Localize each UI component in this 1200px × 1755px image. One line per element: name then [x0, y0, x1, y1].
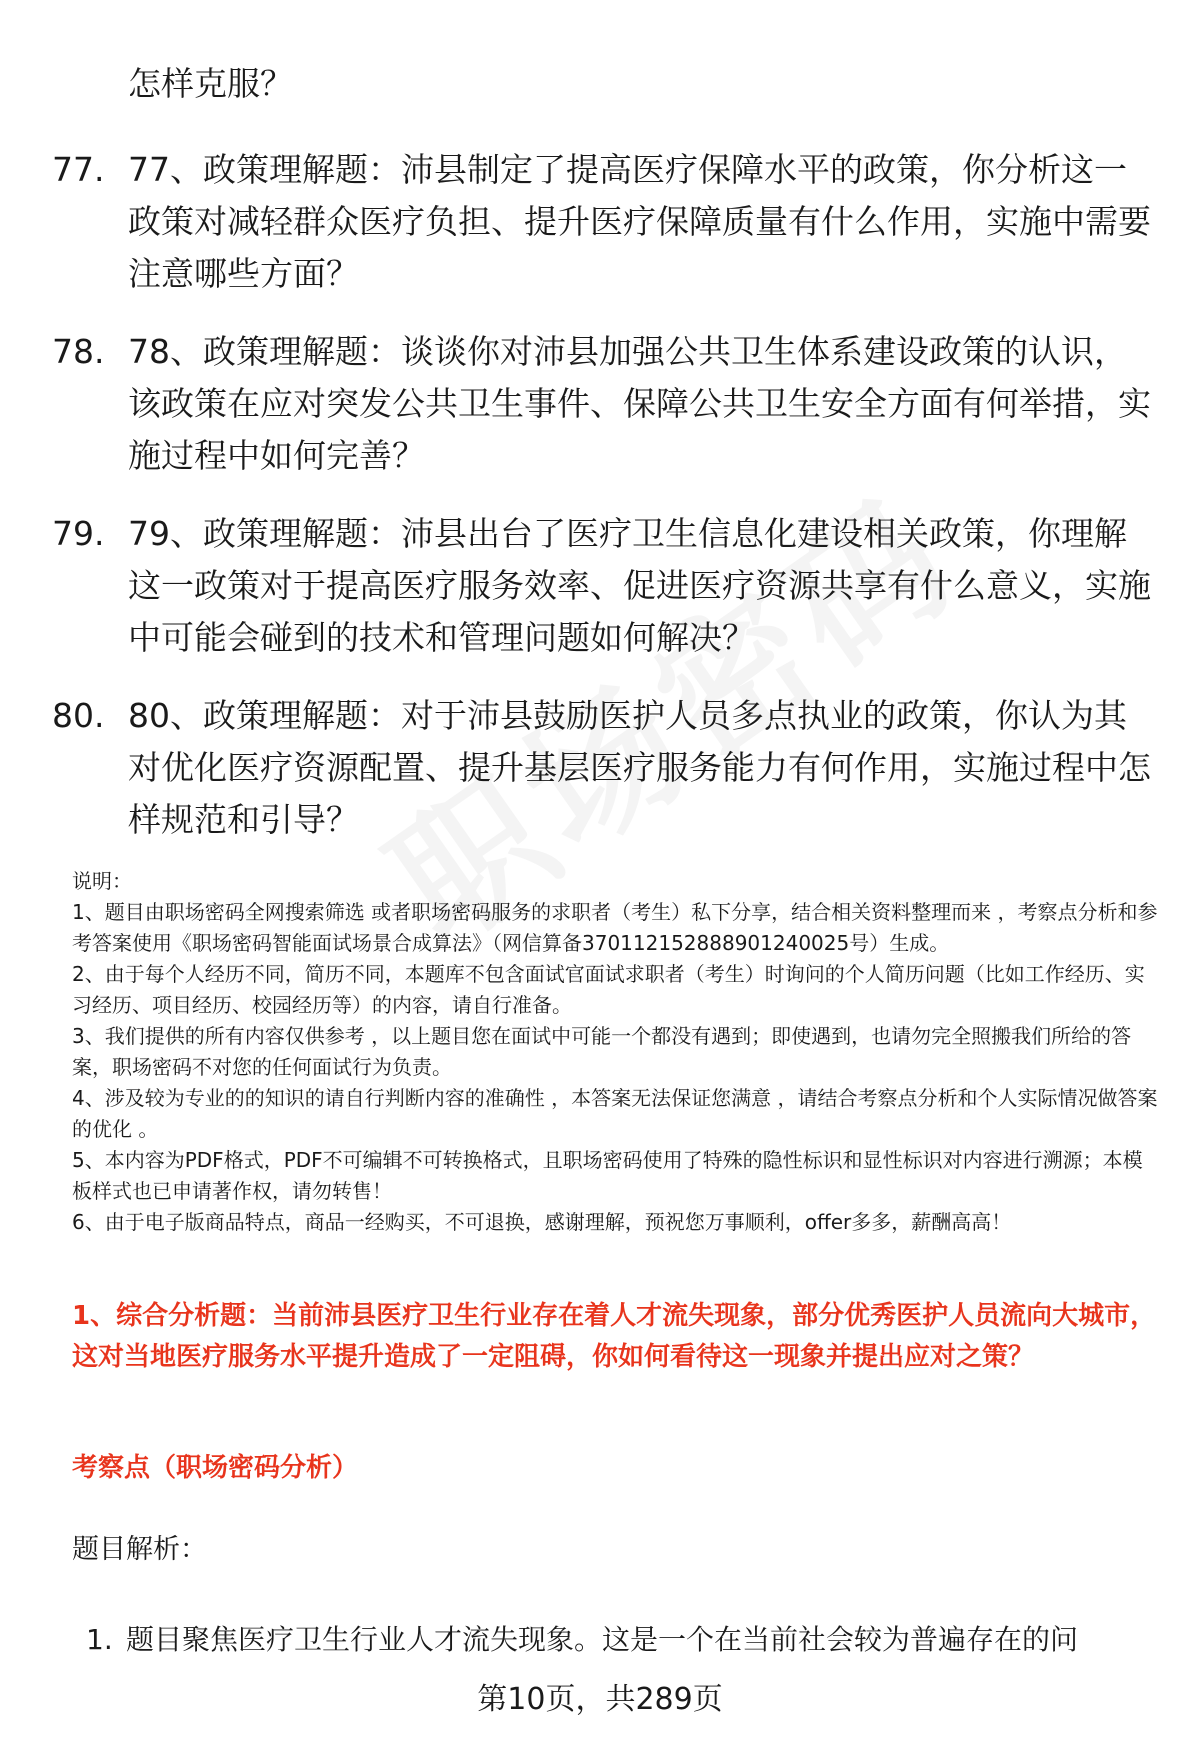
exam-point-heading: 考察点（职场密码分析） — [72, 1453, 359, 1483]
analysis-item-text: 题目聚焦医疗卫生行业人才流失现象。这是一个在当前社会较为普遍存在的问 — [126, 1623, 1079, 1656]
notes-heading: 说明： — [72, 869, 132, 893]
question-text: 79、政策理解题：沛县出台了医疗卫生信息化建设相关政策，你理解这一政策对于提高医疗服务效率、促进医疗资源共享有什么意义，实施中可能会碰到的技术和管理问题如何解决？ — [128, 514, 1151, 657]
analysis-label: 题目解析： — [72, 1534, 207, 1565]
note-item: 3、我们提供的所有内容仅供参考 ，以上题目您在面试中可能一个都没有遇到；即使遇到，也请勿完全照搬我们所给的答案，职场密码不对您的任何面试行为负责。 — [72, 1024, 1132, 1079]
question-item — [52, 508, 1152, 664]
question-number: 78. — [52, 332, 105, 371]
note-item: 5、本内容为PDF格式，PDF不可编辑不可转换格式，且职场密码使用了特殊的隐性标识和显性标识对内容进行溯源；本模板样式也已申请著作权，请勿转售！ — [72, 1148, 1143, 1203]
question-text: 80、政策理解题：对于沛县鼓励医护人员多点执业的政策，你认为其对优化医疗资源配置、提升基层医疗服务能力有何作用，实施过程中怎样规范和引导？ — [128, 696, 1151, 839]
question-text: 78、政策理解题：谈谈你对沛县加强公共卫生体系建设政策的认识，该政策在应对突发公共卫生事件、保障公共卫生安全方面有何举措，实施过程中如何完善？ — [128, 332, 1151, 475]
note-item: 6、由于电子版商品特点，商品一经购买，不可退换，感谢理解，预祝您万事顺利，offer多多，薪酬高高！ — [72, 1210, 1012, 1234]
notes-block — [72, 866, 1162, 1238]
page-footer: 第10页，共289页 — [477, 1682, 723, 1717]
section-question: 1、综合分析题：当前沛县医疗卫生行业存在着人才流失现象，部分优秀医护人员流向大城市，这对当地医疗服务水平提升造成了一定阻碍，你如何看待这一现象并提出应对之策？ — [72, 1301, 1157, 1372]
note-item: 1、题目由职场密码全网搜索筛选 或者职场密码服务的求职者（考生）私下分享，结合相关资料整理而来 ，考察点分析和参考答案使用《职场密码智能面试场景合成算法》（网信算备370112152888901240025号）生成。 — [72, 900, 1158, 955]
continuation-text: 怎样克服？ — [128, 64, 293, 103]
note-item: 2、由于每个人经历不同，简历不同，本题库不包含面试官面试求职者（考生）时询问的个人简历问题（比如工作经历、实习经历、项目经历、校园经历等）的内容，请自行准备。 — [72, 962, 1145, 1017]
question-item — [52, 144, 1152, 300]
question-item — [52, 326, 1152, 482]
question-list — [52, 144, 1152, 872]
analysis-item-number: 1. — [86, 1623, 113, 1656]
question-number: 77. — [52, 150, 105, 189]
question-number: 79. — [52, 514, 105, 553]
question-number: 80. — [52, 696, 105, 735]
question-item — [52, 690, 1152, 846]
analysis-item — [86, 1620, 1166, 1660]
note-item: 4、涉及较为专业的的知识的请自行判断内容的准确性 ，本答案无法保证您满意 ，请结合考察点分析和个人实际情况做答案的优化 。 — [72, 1086, 1158, 1141]
question-text: 77、政策理解题：沛县制定了提高医疗保障水平的政策，你分析这一政策对减轻群众医疗负担、提升医疗保障质量有什么作用，实施中需要注意哪些方面？ — [128, 150, 1151, 293]
